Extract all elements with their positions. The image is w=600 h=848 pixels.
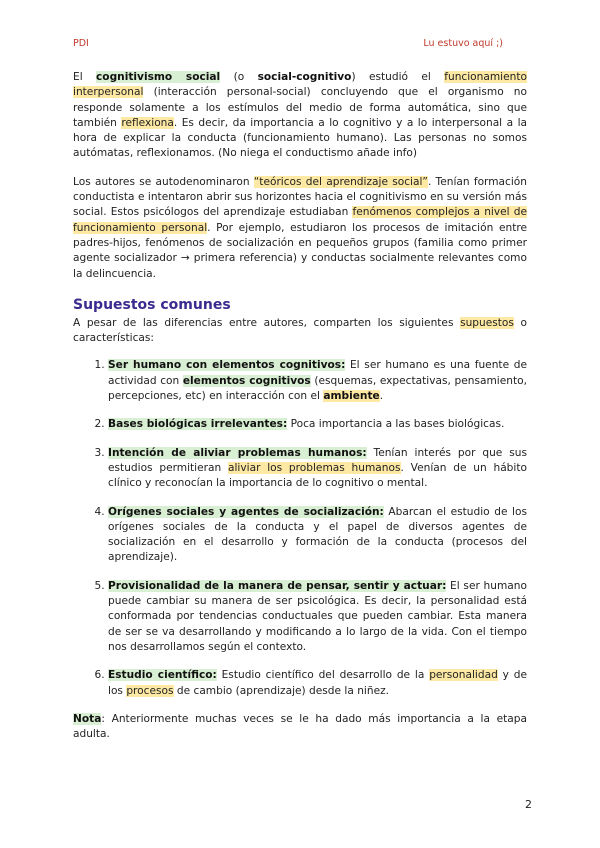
list-item [108, 417, 527, 432]
text: (esquemas, expectativas, pensamiento, percepciones, etc) en interacción con el [108, 374, 527, 403]
text: Tenían interés por que sus estudios permitieran [108, 446, 527, 474]
highlight-term: procesos [126, 684, 174, 697]
text: El ser humano puede cambiar su manera de ser psicológica. Es decir, la personalidad está conformada por tendencias conductuales que pueden cambiar. Esta manera de ser se va desarrollando y modificando a lo largo de la vida. Con el tiempo nos desarrollamos según el contexto. [108, 579, 527, 653]
highlight-term: elementos cognitivos [182, 374, 311, 387]
text: (interacción personal-social) concluyendo que el organismo no responde solamente a los estímulos del medio de forma automática, sino que también [73, 86, 527, 129]
text: El ser humano es una fuente de actividad con [108, 359, 527, 387]
text: . Tenían formación conductista e intentaron abrir sus horizontes hacia el cognitivismo en su versión más social. Estos psicólogos del aprendizaje estudiaban [73, 175, 527, 219]
item-title: Intención de aliviar problemas humanos: [108, 446, 367, 459]
list-item [108, 668, 527, 699]
paragraph-2 [73, 175, 527, 282]
text: (o [220, 71, 258, 83]
bold-term: social-cognitivo [257, 71, 352, 83]
highlight-term: “teóricos del aprendizaje social” [253, 175, 428, 188]
text: . [379, 390, 384, 403]
highlight-term: cognitivismo social [96, 71, 221, 83]
text: ) estudió el [351, 71, 445, 83]
section-intro [73, 316, 527, 347]
text: Estudio científico del desarrollo de la [216, 669, 430, 682]
text: . Venían de un hábito clínico y reconocían la importancia de lo cognitivo o mental. [108, 461, 527, 490]
text: A pesar de las diferencias entre autores, comparten los siguientes [73, 316, 461, 329]
highlight-term: ambiente [323, 390, 380, 403]
text: o características: [73, 316, 527, 345]
text: . Es decir, da importancia a lo cognitivo y a lo interpersonal a la hora de explicar la conducta (funcionamiento humano). Las personas no somos autómatas, reflexionamos. (No niega el conductismo añade info) [73, 116, 528, 160]
item-title: Ser humano con elementos cognitivos: [108, 359, 346, 372]
list-item [108, 505, 527, 566]
highlight-term: fenómenos complejos a nivel de funcionamiento personal [73, 206, 528, 234]
paragraph-1 [73, 70, 527, 162]
highlight-term: personalidad [429, 669, 498, 682]
text: y de los [108, 669, 528, 697]
list-item [108, 446, 527, 492]
note-text: : Anteriormente muchas veces se le ha dado más importancia a la etapa adulta. [73, 712, 527, 741]
header-left: PDI [73, 38, 89, 49]
list-item [108, 358, 527, 404]
text: Abarcan el estudio de los orígenes sociales de la conducta y el papel de diversos agentes de socialización en el desarrollo y formación de la conducta (procesos del aprendizaje). [108, 505, 527, 564]
text: Poca importancia a las bases biológicas. [287, 418, 505, 431]
highlight-term: aliviar los problemas humanos [227, 461, 401, 474]
assumptions-list [73, 358, 527, 698]
item-title: Bases biológicas irrelevantes: [108, 418, 288, 431]
note-label: Nota [73, 712, 102, 725]
text: Los autores se autodenominaron [73, 175, 254, 188]
document-body [73, 70, 527, 742]
page-number: 2 [525, 798, 532, 811]
header-right: Lu estuvo aquí ;) [423, 38, 503, 49]
item-title: Orígenes sociales y agentes de socialización: [108, 505, 384, 518]
highlight-term: reflexiona [121, 116, 174, 129]
text: El [73, 71, 97, 83]
note [73, 712, 527, 743]
text: de cambio (aprendizaje) desde la niñez. [173, 684, 390, 697]
item-title: Provisionalidad de la manera de pensar, sentir y actuar: [108, 579, 447, 592]
list-item [108, 579, 527, 655]
highlight-term: supuestos [460, 316, 514, 329]
section-heading: Supuestos comunes [73, 296, 231, 313]
text: . Por ejemplo, estudiaron los procesos de imitación entre padres-hijos, fenómenos de socialización en pequeños grupos (familia como primer agente socializador → primera referencia) y conductas socialmente relevantes como la delincuencia. [73, 221, 528, 280]
item-title: Estudio científico: [108, 669, 217, 682]
highlight-term: funcionamiento interpersonal [73, 71, 527, 99]
